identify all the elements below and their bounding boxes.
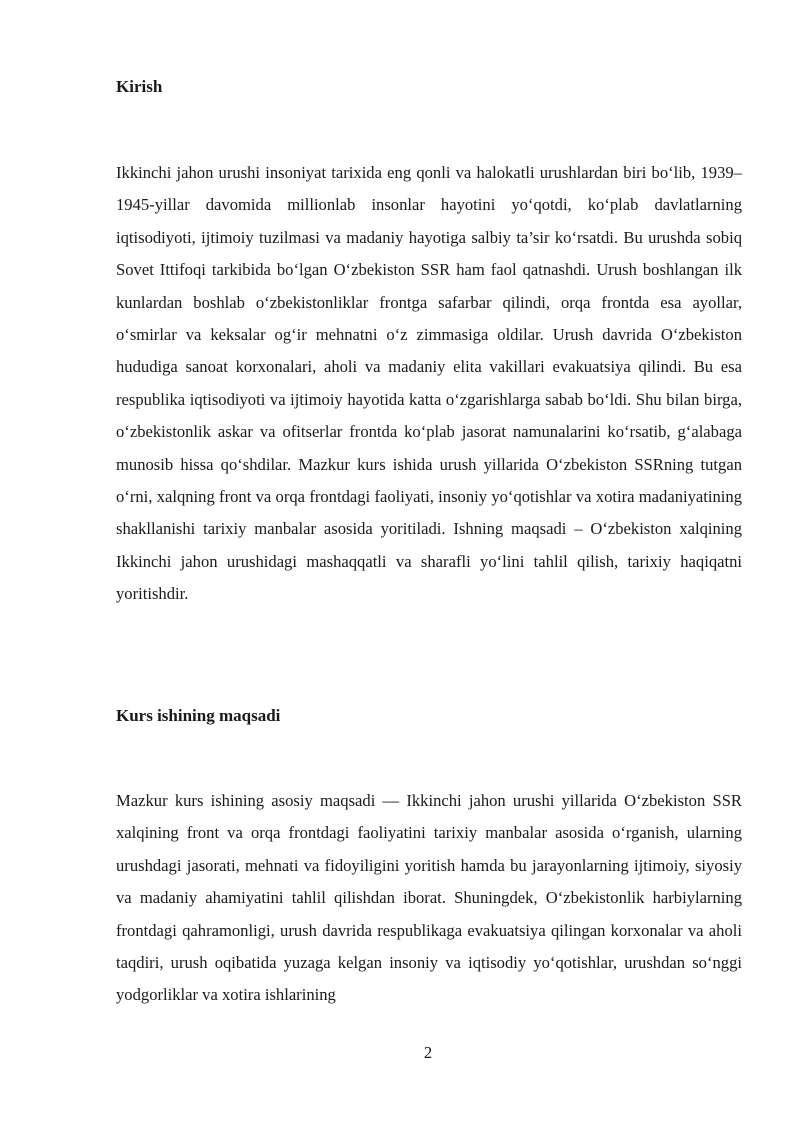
section-heading-introduction: Kirish bbox=[116, 77, 163, 96]
introduction-paragraph: Ikkinchi jahon urushi insoniyat tarixida eng qonli va halokatli urushlardan biri bo‘lib, 1939–1945-yillar davomida millionlab insonlar hayotini yo‘qotdi, ko‘plab davlatlarning iqtisodiyoti, ijtimoiy tuzilmasi va madaniy hayotiga salbiy ta’sir ko‘rsatdi. Bu urushda sobiq Sovet Ittifoqi tarkibida bo‘lgan O‘zbekiston SSR ham faol qatnashdi. Urush boshlangan ilk kunlardan boshlab o‘zbekistonliklar frontga safarbar qilindi, orqa frontda esa ayollar, o‘smirlar va keksalar og‘ir mehnatni o‘z zimmasiga oldilar. Urush davrida O‘zbekiston hududiga sanoat korxonalari, aholi va madaniy elita vakillari evakuatsiya qilindi. Bu esa respublika iqtisodiyoti va ijtimoiy hayotida katta o‘zgarishlarga sabab bo‘ldi. Shu bilan birga, o‘zbekistonlik askar va ofitserlar frontda ko‘plab jasorat namunalarini ko‘rsatib, g‘alabaga munosib hissa qo‘shdilar. Mazkur kurs ishida urush yillarida O‘zbekiston SSRning tutgan o‘rni, xalqning front va orqa frontdagi faoliyati, insoniy yo‘qotishlar va xotira madaniyatining shakllanishi tarixiy manbalar asosida yoritiladi. Ishning maqsadi – O‘zbekiston xalqining Ikkinchi jahon urushidagi mashaqqatli va sharafli yo‘lini tahlil qilish, tarixiy haqiqatni yoritishdir. bbox=[116, 163, 742, 604]
page-number: 2 bbox=[423, 1043, 433, 1062]
section-heading-goal: Kurs ishining maqsadi bbox=[116, 706, 281, 725]
goal-paragraph: Mazkur kurs ishining asosiy maqsadi — Ikkinchi jahon urushi yillarida O‘zbekiston SSR xalqining front va orqa frontdagi faoliyatini tarixiy manbalar asosida o‘rganish, ularning urushdagi jasorati, mehnati va fidoyiligini yoritish hamda bu jarayonlarning ijtimoiy, siyosiy va madaniy ahamiyatini tahlil qilishdan iborat. Shuningdek, O‘zbekistonlik harbiylarning frontdagi qahramonligi, urush davrida respublikaga evakuatsiya qilingan korxonalar va aholi taqdiri, urush oqibatida yuzaga kelgan insoniy va iqtisodiy yo‘qotishlar, urushdan so‘nggi yodgorliklar va xotira ishlarining bbox=[116, 791, 742, 1005]
